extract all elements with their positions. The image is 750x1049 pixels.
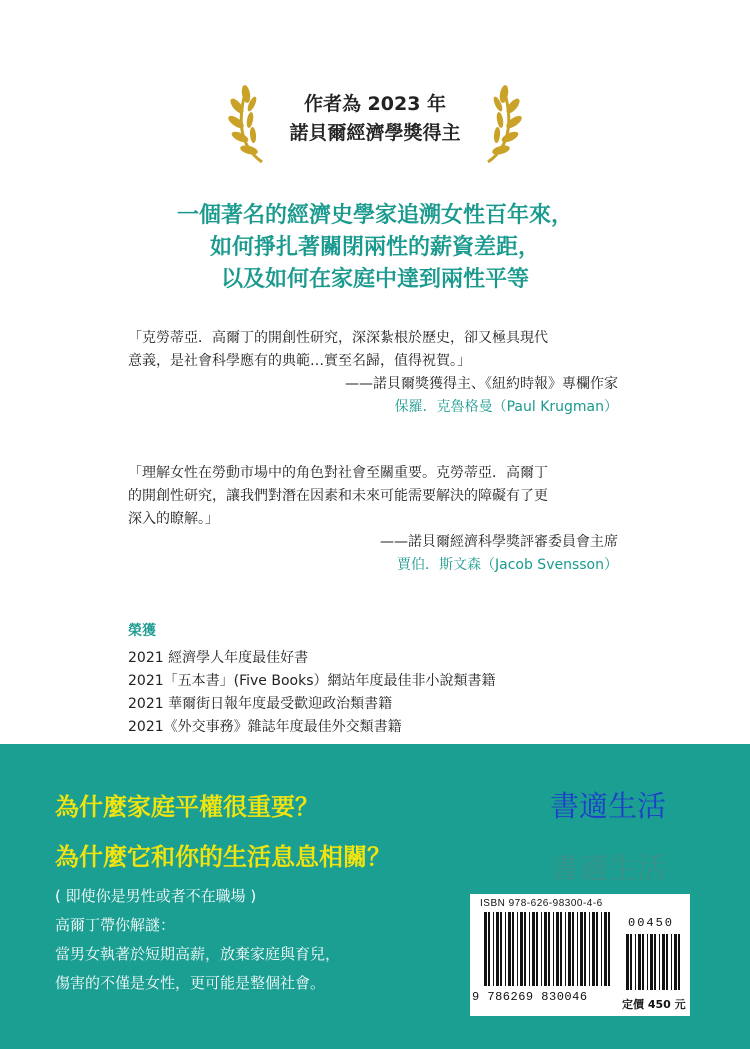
quote-line: 「克勞蒂亞．高爾丁的開創性研究，深深紮根於歷史，卻又極具現代	[128, 330, 548, 346]
quote-line: 深入的瞭解。」	[128, 511, 219, 527]
bottom-line: 當男女執著於短期高薪，放棄家庭與育兒，	[55, 945, 341, 963]
honor-item: 2021 華爾街日報年度最受歡迎政治類書籍	[128, 696, 393, 712]
watermark-text: 書適生活	[550, 789, 667, 823]
bottom-panel	[0, 744, 750, 1049]
honor-item: 2021「五本書」(Five Books）網站年度最佳非小說類書籍	[128, 673, 496, 689]
price-label: 定價 450 元	[622, 998, 686, 1011]
honor-item: 2021《外交事務》雜誌年度最佳外交類書籍	[128, 719, 402, 735]
honors-title: 榮獲	[128, 623, 156, 639]
question-2: 為什麼它和你的生活息息相關？	[55, 843, 391, 871]
quote-line: 意義，是社會科學應有的典範…實至名歸，值得祝賀。」	[128, 353, 471, 369]
price-barcode-bars-icon	[626, 934, 682, 992]
quote-svensson	[128, 462, 618, 577]
quote-attribution: ——諾貝爾經濟科學獎評審委員會主席	[380, 534, 618, 550]
headline-line-3: 以及如何在家庭中達到兩性平等	[220, 267, 529, 292]
ean-digits: 9 786269 830046	[472, 990, 588, 1004]
headline	[0, 200, 750, 296]
watermark-text-faded: 書適生活	[550, 851, 667, 885]
quote-line: 的開創性研究，讓我們對潛在因素和未來可能需要解決的障礙有了更	[128, 488, 548, 504]
quote-author-name: 保羅．克魯格曼（Paul Krugman）	[394, 399, 618, 415]
headline-line-1: 一個著名的經濟史學家追溯女性百年來，	[176, 203, 573, 228]
headline-line-2: 如何掙扎著關閉兩性的薪資差距，	[209, 235, 540, 260]
bottom-line: 傷害的不僅是女性，更可能是整個社會。	[55, 974, 326, 992]
quote-author-name: 賈伯．斯文森（Jacob Svensson）	[397, 557, 618, 573]
bottom-body	[55, 882, 340, 998]
quote-line: 「理解女性在勞動市場中的角色對社會至關重要。克勞蒂亞．高爾丁	[128, 465, 548, 481]
award-block	[0, 80, 750, 170]
isbn-text: ISBN 978-626-98300-4-6	[480, 898, 603, 909]
honors-list	[128, 620, 628, 739]
bottom-line: 高爾丁帶你解謎：	[55, 916, 176, 934]
bottom-line: ( 即使你是男性或者不在職場 )	[55, 887, 257, 905]
price-code: 00450	[628, 916, 675, 930]
quote-attribution: ——諾貝爾獎獲得主、《紐約時報》專欄作家	[345, 376, 618, 392]
barcode-bars-icon	[484, 912, 614, 992]
honor-item: 2021 經濟學人年度最佳好書	[128, 650, 309, 666]
barcode-box	[470, 894, 690, 1016]
award-line-2: 諾貝爾經濟學獎得主	[289, 122, 461, 144]
question-1: 為什麼家庭平權很重要？	[55, 793, 319, 821]
quote-krugman	[128, 327, 618, 419]
award-line-1: 作者為 2023 年	[303, 93, 447, 115]
